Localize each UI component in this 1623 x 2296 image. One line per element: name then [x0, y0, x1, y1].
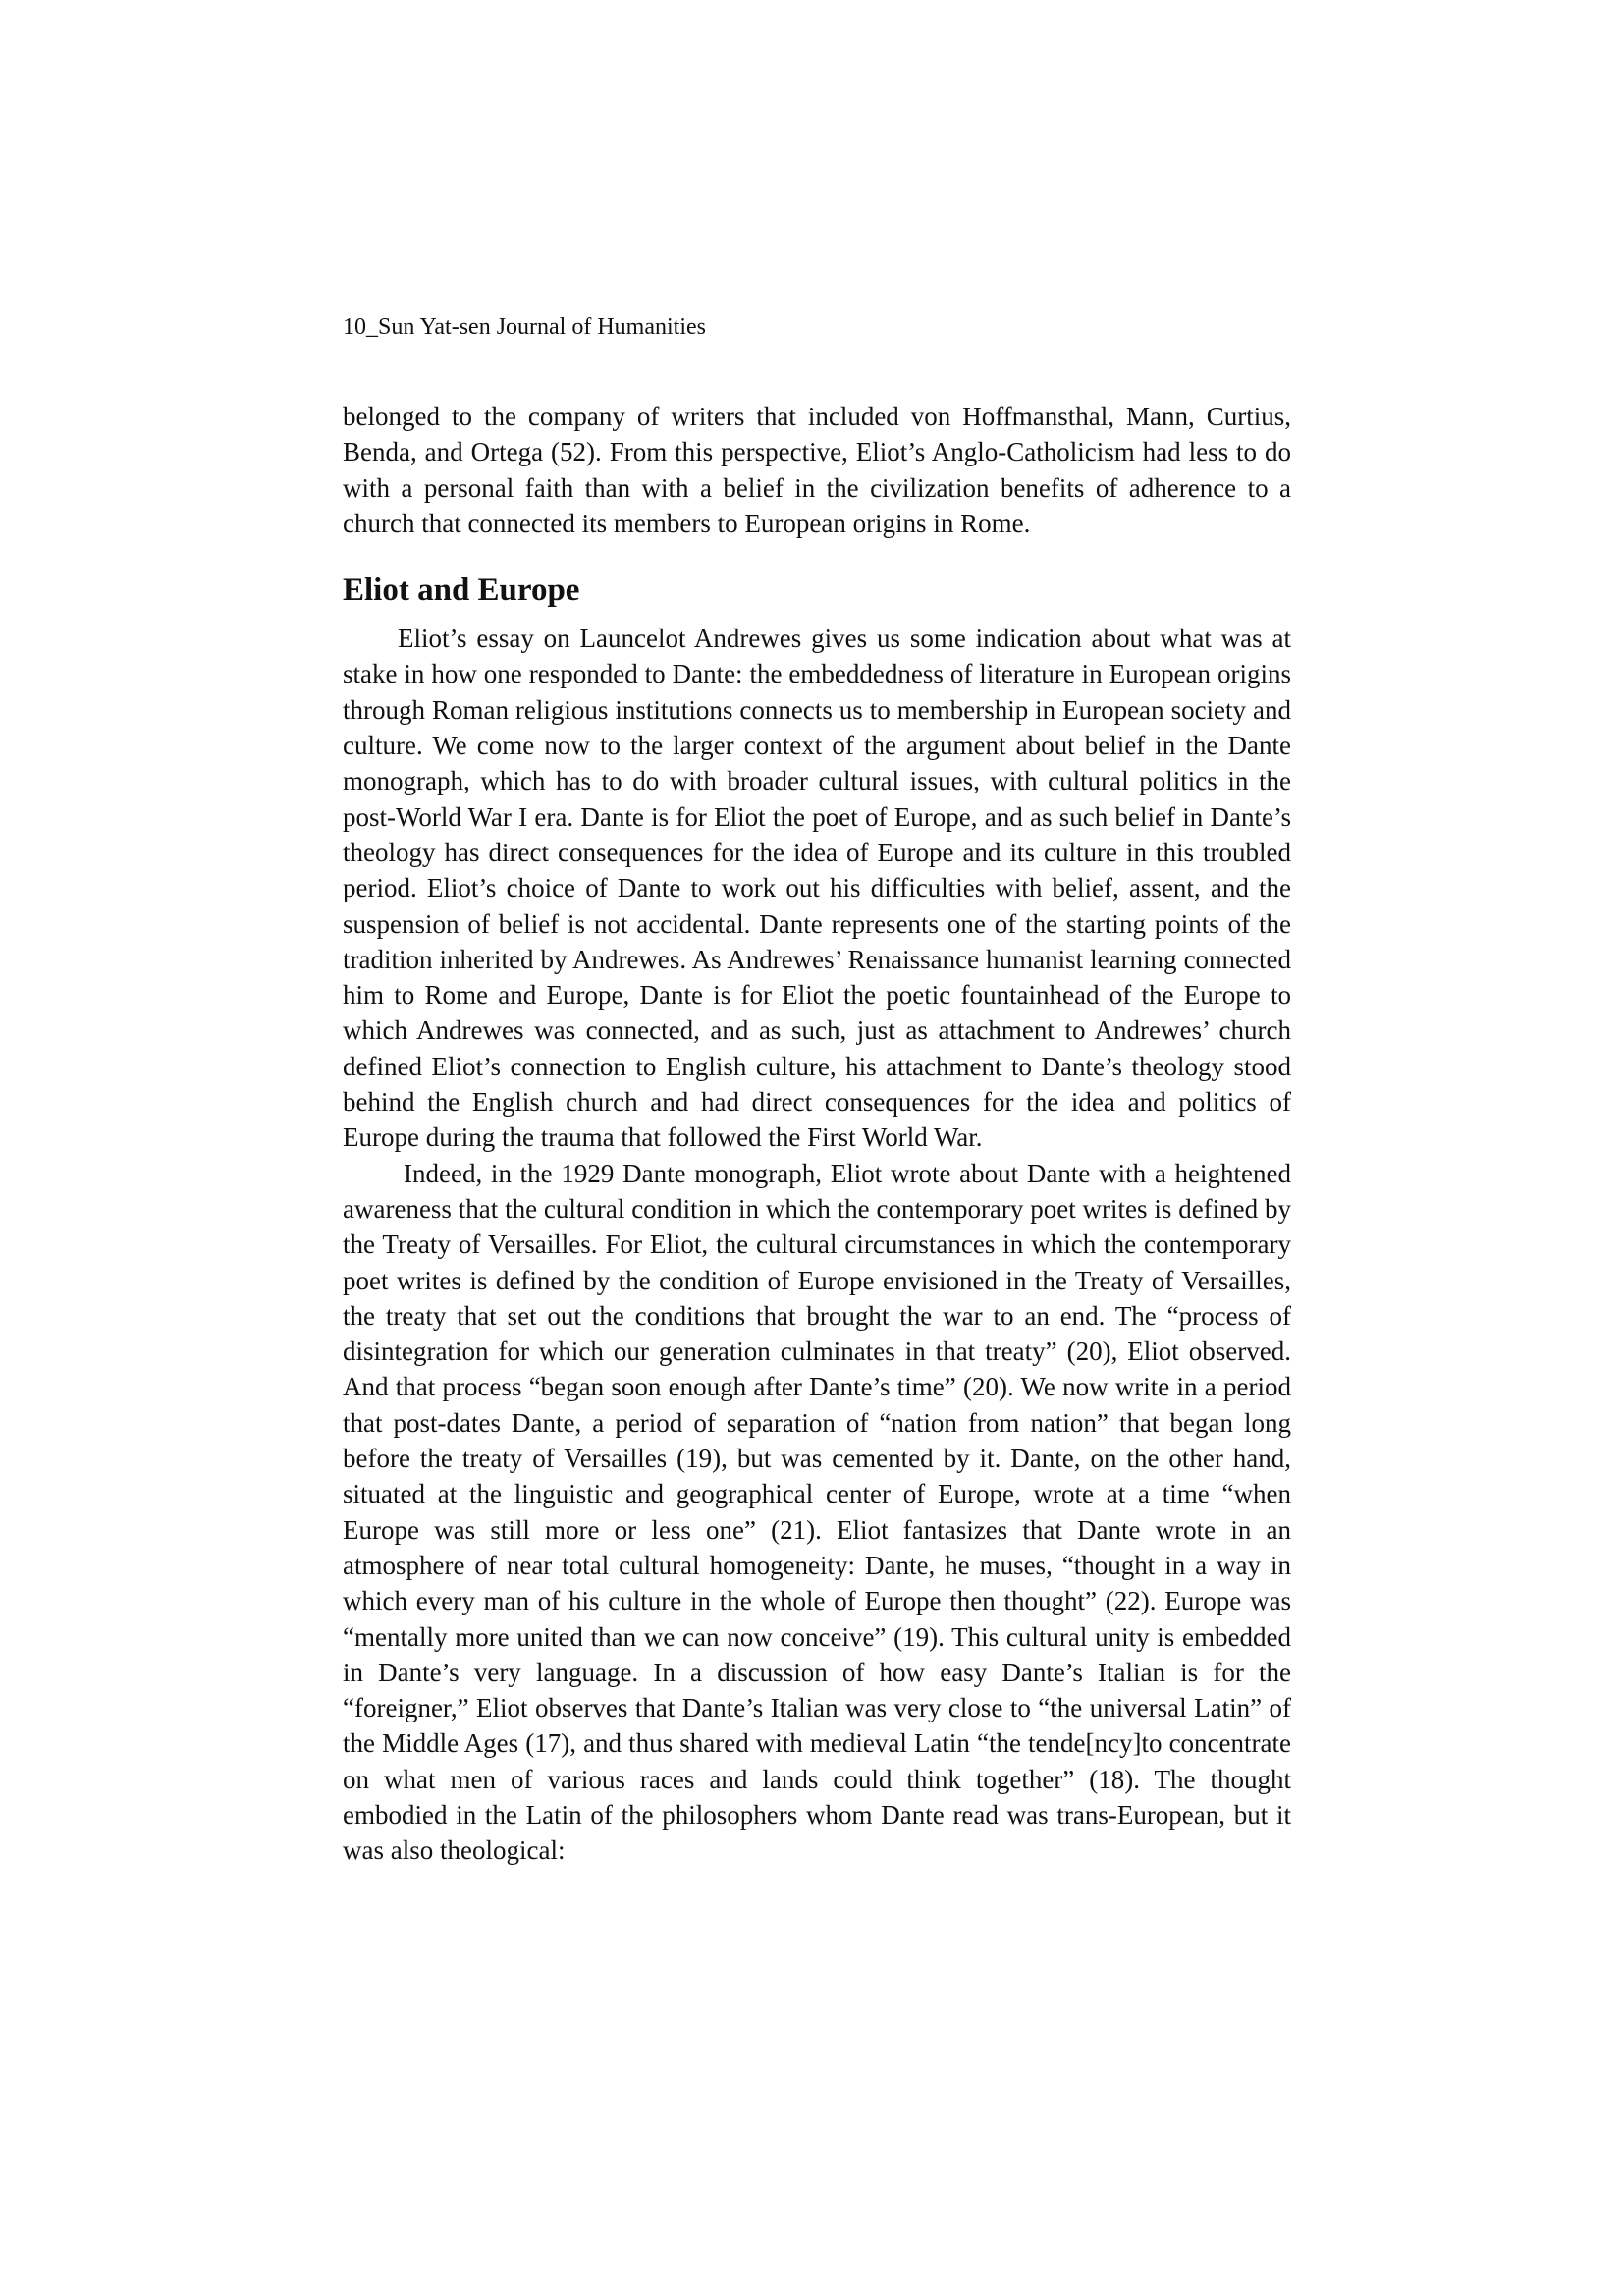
- section-heading: Eliot and Europe: [343, 573, 580, 609]
- article-body: [343, 399, 1291, 1869]
- running-head: 10_Sun Yat-sen Journal of Humanities: [343, 314, 706, 340]
- body-paragraph-1: Eliot’s essay on Launcelot Andrewes gives us some indication about what was at stake in how one responded to Dante: the embeddedness of literature in European origins through Roman religious institutions connects us to membership in European society and culture. We come now to the larger context of the argument about belief in the Dante monograph, which has to do with broader cultural issues, with cultural politics in the post-World War I era. Dante is for Eliot the poet of Europe, and as such belief in Dante’s theology has direct consequences for the idea of Europe and its culture in this troubled period. Eliot’s choice of Dante to work out his difficulties with belief, assent, and the suspension of belief is not accidental. Dante represents one of the starting points of the tradition inherited by Andrewes. As Andrewes’ Renaissance humanist learning connected him to Rome and Europe, Dante is for Eliot the poetic fountainhead of the Europe to which Andrewes was connected, and as such, just as attachment to Andrewes’ church defined Eliot’s connection to English culture, his attachment to Dante’s theology stood behind the English church and had direct consequences for the idea and politics of Europe during the trauma that followed the First World War.: [343, 624, 1291, 1153]
- continuation-paragraph: belonged to the company of writers that included von Hoffmansthal, Mann, Curtius, Benda, and Ortega (52). From this perspective, Eliot’s Anglo-Catholicism had less to do with a personal faith than with a belief in the civilization benefits of adherence to a church that connected its members to European origins in Rome.: [343, 402, 1291, 538]
- body-paragraph-2: Indeed, in the 1929 Dante monograph, Eliot wrote about Dante with a heightened awareness that the cultural condition in which the contemporary poet writes is defined by the Treaty of Versailles. For Eliot, the cultural circumstances in which the contemporary poet writes is defined by the condition of Europe envisioned in the Treaty of Versailles, the treaty that set out the conditions that brought the war to an end. The “process of disintegration for which our generation culminates in that treaty” (20), Eliot observed. And that process “began soon enough after Dante’s time” (20). We now write in a period that post-dates Dante, a period of separation of “nation from nation” that began long before the treaty of Versailles (19), but was cemented by it. Dante, on the other hand, situated at the linguistic and geographical center of Europe, wrote at a time “when Europe was still more or less one” (21). Eliot fantasizes that Dante wrote in an atmosphere of near total cultural homogeneity: Dante, he muses, “thought in a way in which every man of his culture in the whole of Europe then thought” (22). Europe was “mentally more united than we can now conceive” (19). This cultural unity is embedded in Dante’s very language. In a discussion of how easy Dante’s Italian is for the “foreigner,” Eliot observes that Dante’s Italian was very close to “the universal Latin” of the Middle Ages (17), and thus shared with medieval Latin “the tende[ncy]to concentrate on what men of various races and lands could think together” (18). The thought embodied in the Latin of the philosophers whom Dante read was trans-European, but it was also theological:: [343, 1158, 1291, 1866]
